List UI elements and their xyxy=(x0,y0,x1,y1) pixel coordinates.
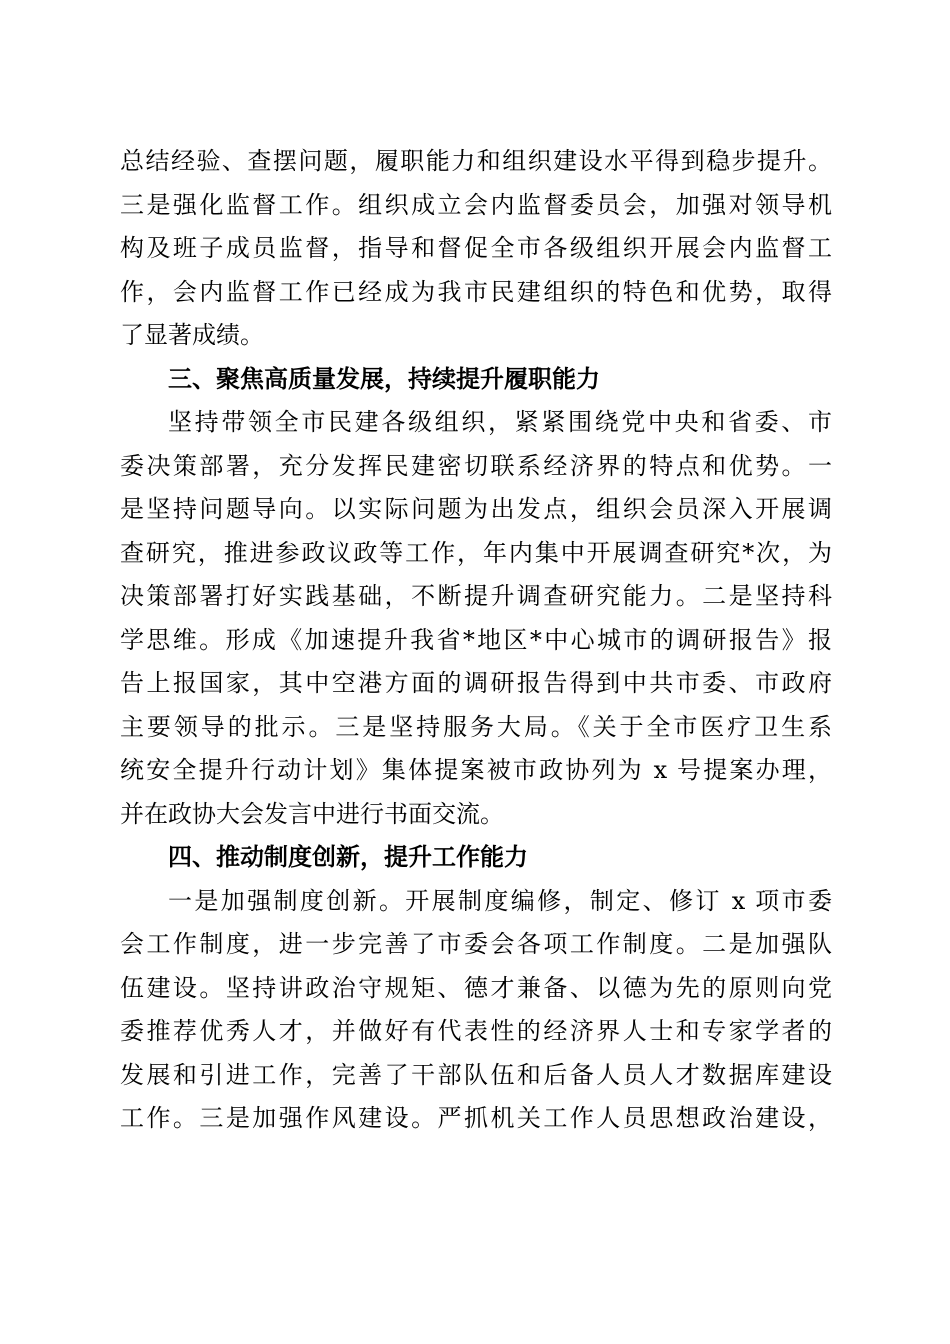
text-line: 学思维。形成《加速提升我省*地区*中心城市的调研报告》报 xyxy=(120,625,832,654)
text-line: 委推荐优秀人才，并做好有代表性的经济界人士和专家学者的 xyxy=(120,1017,832,1045)
paragraph-section-3 xyxy=(120,401,832,836)
text-line: 并在政协大会发言中进行书面交流。 xyxy=(120,799,504,828)
document-body xyxy=(120,140,832,1141)
text-line: 发展和引进工作，完善了干部队伍和后备人员人才数据库建设 xyxy=(120,1060,832,1089)
text-line: 三是强化监督工作。组织成立会内监督委员会，加强对领导机 xyxy=(120,190,832,219)
text-line: 伍建设。坚持讲政治守规矩、德才兼备、以德为先的原则向党 xyxy=(120,973,832,1002)
text-line: 委决策部署，充分发挥民建密切联系经济界的特点和优势。一 xyxy=(120,451,832,480)
text-line: 了显著成绩。 xyxy=(120,321,264,349)
text-line: 一是加强制度创新。开展制度编修，制定、修订 x 项市委 xyxy=(168,886,832,915)
text-line: 是坚持问题导向。以实际问题为出发点，组织会员深入开展调 xyxy=(120,495,832,523)
text-line: 决策部署打好实践基础，不断提升调查研究能力。二是坚持科 xyxy=(120,582,832,610)
text-line: 总结经验、查摆问题，履职能力和组织建设水平得到稳步提升。 xyxy=(120,147,832,175)
text-line: 查研究，推进参政议政等工作，年内集中开展调查研究*次，为 xyxy=(120,538,832,567)
text-line: 主要领导的批示。三是坚持服务大局。《关于全市医疗卫生系 xyxy=(120,712,832,741)
text-line: 会工作制度，进一步完善了市委会各项工作制度。二是加强队 xyxy=(120,930,832,958)
section-heading-4: 四、推动制度创新，提升工作能力 xyxy=(168,843,528,871)
paragraph-continued xyxy=(120,140,832,358)
paragraph-section-4 xyxy=(120,880,832,1141)
text-line: 坚持带领全市民建各级组织，紧紧围绕党中央和省委、市 xyxy=(168,408,832,436)
text-line: 构及班子成员监督，指导和督促全市各级组织开展会内监督工 xyxy=(120,234,832,262)
text-line: 作，会内监督工作已经成为我市民建组织的特色和优势，取得 xyxy=(120,277,832,306)
section-heading-3: 三、聚焦高质量发展，持续提升履职能力 xyxy=(168,364,600,393)
text-line: 工作。三是加强作风建设。严抓机关工作人员思想政治建设， xyxy=(120,1104,832,1132)
text-line: 统安全提升行动计划》集体提案被市政协列为 x 号提案办理， xyxy=(120,756,832,784)
text-line: 告上报国家，其中空港方面的调研报告得到中共市委、市政府 xyxy=(120,669,832,697)
